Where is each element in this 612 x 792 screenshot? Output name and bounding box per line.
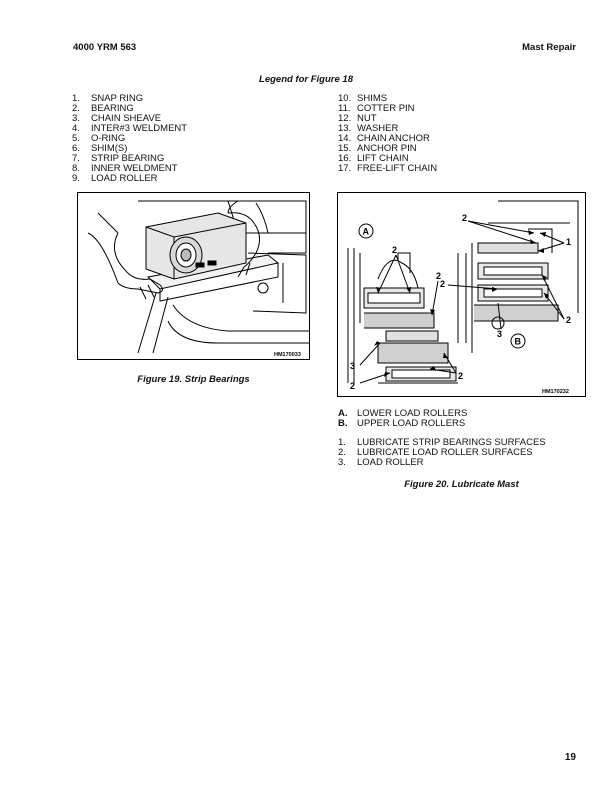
legend-list-right xyxy=(338,94,437,174)
figure-20-code: HM170232 xyxy=(542,389,569,395)
list-item: 1. SNAP RING xyxy=(72,93,144,104)
list-item: 7. STRIP BEARING xyxy=(72,153,165,164)
figure-20-numbered-list xyxy=(338,438,546,468)
list-item: 14. CHAIN ANCHOR xyxy=(338,133,430,144)
figure-19-strip-bearings xyxy=(77,192,310,360)
legend-title: Legend for Figure 18 xyxy=(259,74,353,85)
callout-2: 2 xyxy=(566,315,572,325)
list-item: 3. LOAD ROLLER xyxy=(338,457,424,468)
list-item: 15. ANCHOR PIN xyxy=(338,143,417,154)
callout-a: A xyxy=(362,226,369,237)
list-item: 3. CHAIN SHEAVE xyxy=(72,113,162,124)
figure-20-ab-list xyxy=(338,409,467,429)
legend-list-left xyxy=(72,94,187,184)
list-item: 6. SHIM(S) xyxy=(72,143,128,154)
callout-b: B xyxy=(514,336,521,347)
list-item: 12. NUT xyxy=(338,113,377,124)
list-item: 1. LUBRICATE STRIP BEARINGS SURFACES xyxy=(338,437,546,448)
callout-2: 2 xyxy=(436,271,442,281)
list-item: A. LOWER LOAD ROLLERS xyxy=(338,408,468,419)
callout-2: 2 xyxy=(350,381,356,391)
list-item: 11. COTTER PIN xyxy=(338,103,415,114)
list-item: 17. FREE-LIFT CHAIN xyxy=(338,163,438,174)
list-item: B. UPPER LOAD ROLLERS xyxy=(338,418,466,429)
page-number: 19 xyxy=(564,752,576,763)
list-item: 2. BEARING xyxy=(72,103,134,114)
figure-20-caption: Figure 20. Lubricate Mast xyxy=(404,479,519,490)
callout-2: 2 xyxy=(440,279,446,289)
callout-1: 1 xyxy=(566,237,572,247)
list-item: 2. LUBRICATE LOAD ROLLER SURFACES xyxy=(338,447,533,458)
lubricate-mast-illustration xyxy=(338,193,586,397)
list-item: 16. LIFT CHAIN xyxy=(338,153,409,164)
figure-19-caption: Figure 19. Strip Bearings xyxy=(137,374,250,385)
figure-20-lubricate-mast xyxy=(337,192,586,397)
list-item: 5. O-RING xyxy=(72,133,126,144)
header-doc-id: 4000 YRM 563 xyxy=(73,42,137,53)
strip-bearings-illustration xyxy=(78,193,310,360)
list-item: 9. LOAD ROLLER xyxy=(72,173,158,184)
list-item: 13. WASHER xyxy=(338,123,399,134)
list-item: 10. SHIMS xyxy=(338,93,388,104)
callout-3: 3 xyxy=(497,329,503,339)
callout-3: 3 xyxy=(350,361,356,371)
header-section-title: Mast Repair xyxy=(522,42,576,53)
callout-2: 2 xyxy=(462,213,468,223)
callout-2: 2 xyxy=(458,371,464,381)
list-item: 4. INTER#3 WELDMENT xyxy=(72,123,188,134)
figure-19-code: HM170033 xyxy=(274,352,301,358)
list-item: 8. INNER WELDMENT xyxy=(72,163,178,174)
callout-2: 2 xyxy=(392,245,398,255)
